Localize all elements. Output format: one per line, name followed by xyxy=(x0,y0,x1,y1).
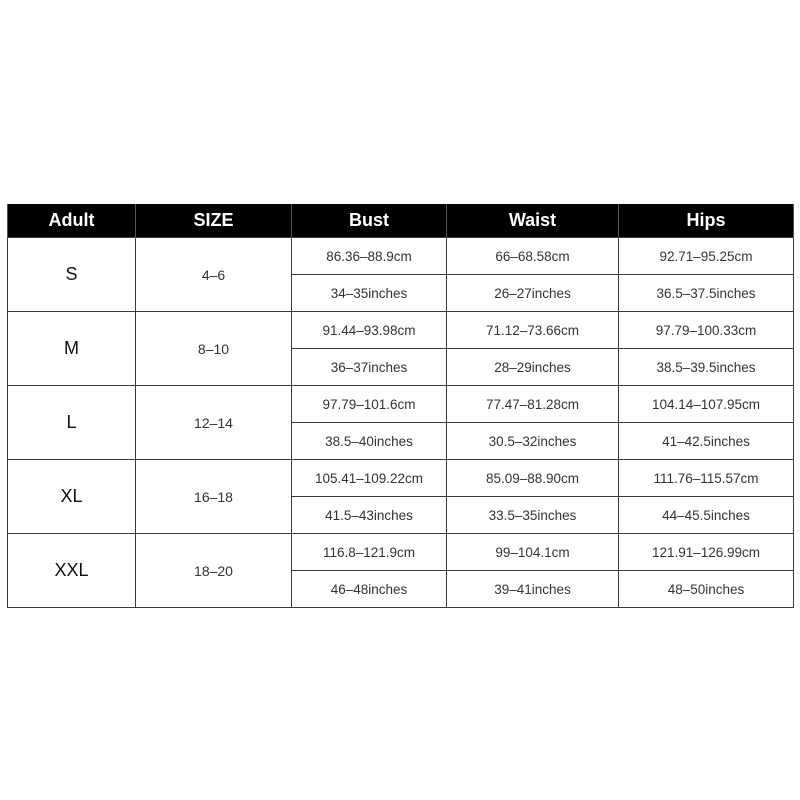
adult-size-cell: XL xyxy=(8,460,136,534)
waist-cm-cell: 85.09–88.90cm xyxy=(447,460,619,497)
table-row-xl-cm xyxy=(8,460,794,497)
waist-in-cell: 39–41inches xyxy=(447,571,619,608)
bust-cm-cell: 91.44–93.98cm xyxy=(292,312,447,349)
hips-cm-cell: 104.14–107.95cm xyxy=(619,386,794,423)
bust-in-cell: 38.5–40inches xyxy=(292,423,447,460)
bust-cm-cell: 86.36–88.9cm xyxy=(292,238,447,275)
adult-size-cell: L xyxy=(8,386,136,460)
header-hips: Hips xyxy=(619,204,794,238)
waist-in-cell: 33.5–35inches xyxy=(447,497,619,534)
waist-in-cell: 26–27inches xyxy=(447,275,619,312)
numeric-size-cell: 16–18 xyxy=(136,460,292,534)
header-size: SIZE xyxy=(136,204,292,238)
table-header xyxy=(8,204,794,238)
waist-cm-cell: 77.47–81.28cm xyxy=(447,386,619,423)
table-body xyxy=(8,238,794,608)
hips-in-cell: 38.5–39.5inches xyxy=(619,349,794,386)
bust-in-cell: 41.5–43inches xyxy=(292,497,447,534)
bust-in-cell: 34–35inches xyxy=(292,275,447,312)
numeric-size-cell: 18–20 xyxy=(136,534,292,608)
bust-in-cell: 36–37inches xyxy=(292,349,447,386)
bust-in-cell: 46–48inches xyxy=(292,571,447,608)
header-waist: Waist xyxy=(447,204,619,238)
size-chart-table xyxy=(7,204,794,608)
table-row-m-cm xyxy=(8,312,794,349)
header-adult: Adult xyxy=(8,204,136,238)
header-bust: Bust xyxy=(292,204,447,238)
hips-in-cell: 48–50inches xyxy=(619,571,794,608)
waist-cm-cell: 99–104.1cm xyxy=(447,534,619,571)
bust-cm-cell: 105.41–109.22cm xyxy=(292,460,447,497)
numeric-size-cell: 12–14 xyxy=(136,386,292,460)
hips-in-cell: 41–42.5inches xyxy=(619,423,794,460)
adult-size-cell: M xyxy=(8,312,136,386)
hips-in-cell: 36.5–37.5inches xyxy=(619,275,794,312)
waist-in-cell: 30.5–32inches xyxy=(447,423,619,460)
hips-cm-cell: 92.71–95.25cm xyxy=(619,238,794,275)
table-row-xxl-cm xyxy=(8,534,794,571)
hips-cm-cell: 121.91–126.99cm xyxy=(619,534,794,571)
waist-cm-cell: 66–68.58cm xyxy=(447,238,619,275)
hips-cm-cell: 111.76–115.57cm xyxy=(619,460,794,497)
bust-cm-cell: 97.79–101.6cm xyxy=(292,386,447,423)
waist-in-cell: 28–29inches xyxy=(447,349,619,386)
table-row-s-cm xyxy=(8,238,794,275)
bust-cm-cell: 116.8–121.9cm xyxy=(292,534,447,571)
hips-in-cell: 44–45.5inches xyxy=(619,497,794,534)
adult-size-cell: S xyxy=(8,238,136,312)
table-row-l-cm xyxy=(8,386,794,423)
hips-cm-cell: 97.79–100.33cm xyxy=(619,312,794,349)
adult-size-cell: XXL xyxy=(8,534,136,608)
numeric-size-cell: 8–10 xyxy=(136,312,292,386)
header-row xyxy=(8,204,794,238)
numeric-size-cell: 4–6 xyxy=(136,238,292,312)
waist-cm-cell: 71.12–73.66cm xyxy=(447,312,619,349)
